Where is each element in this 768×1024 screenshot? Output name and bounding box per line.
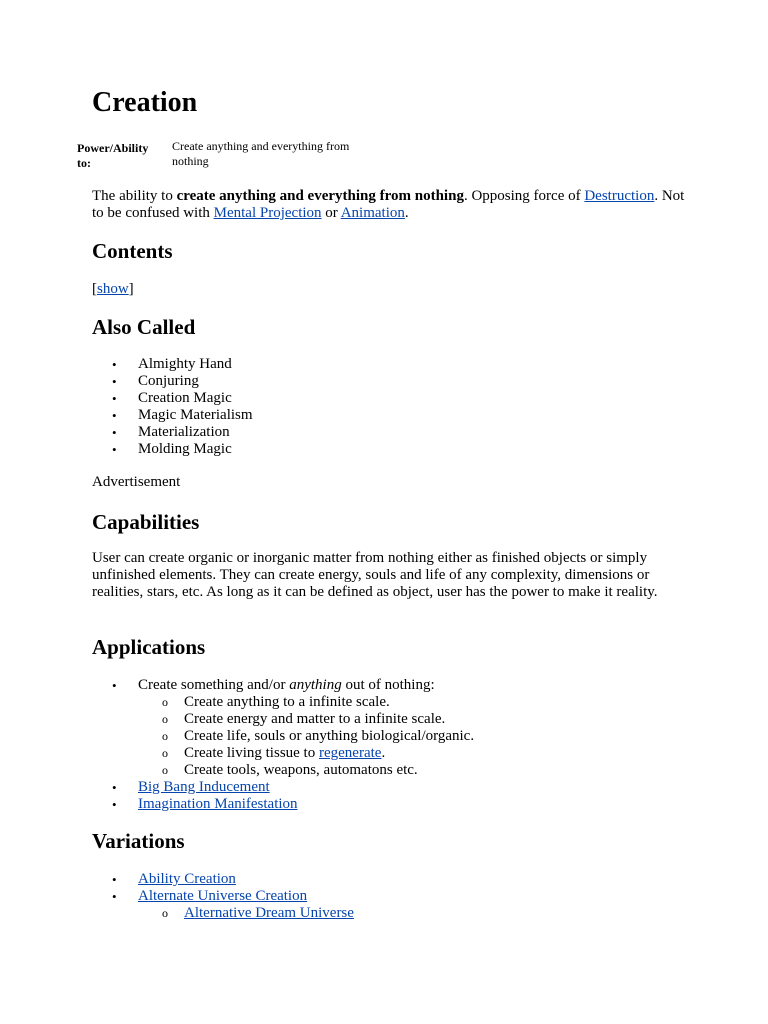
sub-list-item: o Create anything to a infinite scale. (138, 694, 474, 711)
mental-projection-link[interactable]: Mental Projection (213, 205, 322, 221)
sub-list-item (138, 745, 474, 762)
animation-link[interactable]: Animation (340, 205, 405, 221)
infobox-label: Power/Ability to: (77, 141, 149, 170)
sub-list-item: o Create life, souls or anything biological/organic. (138, 728, 474, 745)
destruction-link[interactable]: Destruction (584, 188, 655, 204)
also-called-heading: Also Called (92, 315, 196, 339)
sub-list-item: o Create energy and matter to a infinite scale. (138, 711, 474, 728)
item-text: Create living tissue to (184, 745, 319, 761)
regenerate-link[interactable]: regenerate (318, 745, 382, 761)
list-item (92, 677, 474, 779)
list-item: • Magic Materialism (92, 407, 253, 424)
infobox-value: Create anything and everything from nothing (172, 139, 350, 168)
item-text: Create something and/or (138, 677, 290, 693)
applications-sublist (138, 694, 474, 779)
alternate-universe-creation-link[interactable]: Alternate Universe Creation (138, 888, 308, 904)
list-item (92, 888, 354, 922)
list-item (92, 796, 474, 813)
list-item: • Almighty Hand (92, 356, 253, 373)
list-item (92, 871, 354, 888)
list-item: • Materialization (92, 424, 253, 441)
intro-text: . (404, 205, 409, 221)
list-item: • Conjuring (92, 373, 253, 390)
also-called-list (92, 356, 253, 458)
intro-text: . Not to be confused with (92, 188, 685, 221)
intro-bold-text: create anything and everything from nothing (176, 188, 464, 204)
ability-creation-link[interactable]: Ability Creation (138, 871, 236, 887)
show-contents-link[interactable]: show (97, 281, 129, 297)
sub-list-item: o Create tools, weapons, automatons etc. (138, 762, 474, 779)
intro-text: The ability to (92, 188, 177, 204)
imagination-manifestation-link[interactable]: Imagination Manifestation (138, 796, 298, 812)
applications-list (92, 677, 474, 813)
variations-heading: Variations (92, 829, 185, 853)
variations-list (92, 871, 354, 922)
list-item: • Creation Magic (92, 390, 253, 407)
item-text: . (381, 745, 386, 761)
list-item: • Molding Magic (92, 441, 253, 458)
item-text: out of nothing: (341, 677, 435, 693)
variations-sublist (138, 905, 354, 922)
page-title: Creation (92, 87, 198, 118)
capabilities-heading: Capabilities (92, 510, 200, 534)
intro-paragraph (92, 188, 692, 222)
bracket-open: [ (92, 281, 97, 297)
sub-list-item (138, 905, 354, 922)
capabilities-paragraph: User can create organic or inorganic matter from nothing either as finished objects or simply unfinished elements. They can create energy, souls and life of any complexity, dimensions or realities, stars, etc. As long as it can be defined as object, user has the power to make it reality. (92, 550, 658, 600)
applications-heading: Applications (92, 635, 206, 659)
contents-toggle (92, 281, 692, 298)
big-bang-inducement-link[interactable]: Big Bang Inducement (138, 779, 270, 795)
item-italic-text: anything (289, 677, 342, 693)
advertisement-label: Advertisement (92, 474, 181, 490)
intro-text: . Opposing force of (463, 188, 585, 204)
alternative-dream-universe-link[interactable]: Alternative Dream Universe (184, 905, 354, 921)
intro-text: or (321, 205, 341, 221)
bracket-close: ] (128, 281, 134, 297)
list-item (92, 779, 474, 796)
contents-heading: Contents (92, 239, 173, 263)
